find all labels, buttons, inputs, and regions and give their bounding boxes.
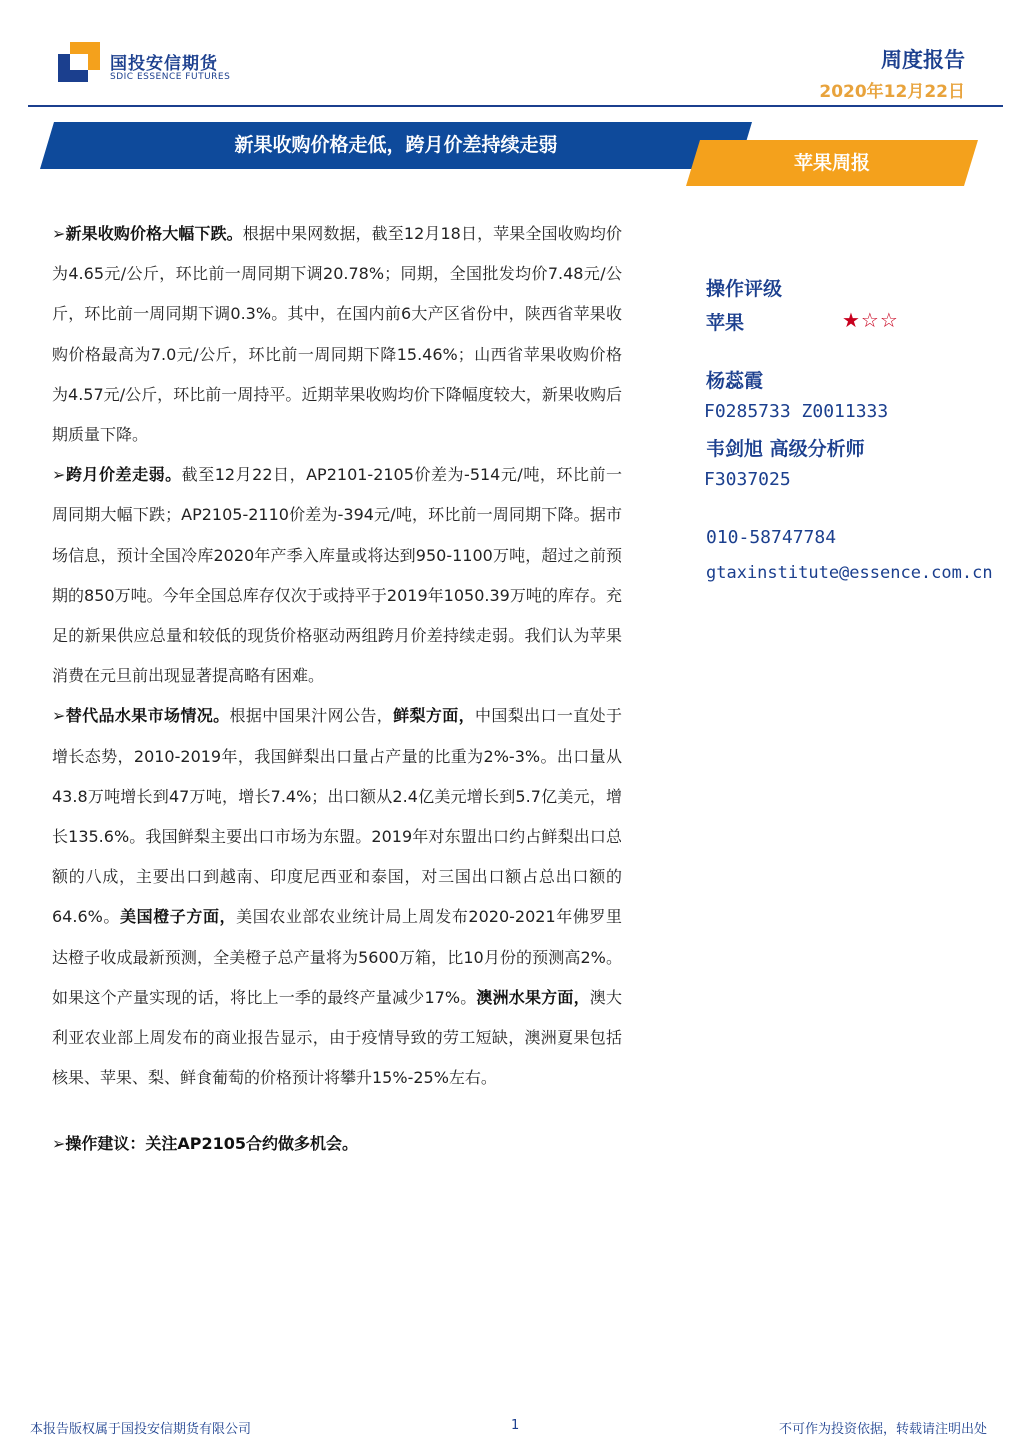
- report-type: 周度报告: [881, 48, 965, 72]
- subsection-heading: 美国橙子方面，: [120, 907, 237, 927]
- section-text: 根据中果网数据，截至12月18日，苹果全国收购均价为4.65元/公斤，环比前一周同期下调20.78%；同期，全国批发均价7.48元/公斤，环比前一周同期下调0.3%。其中，在国内前6大产区省份中，陕西省苹果收购价格最高为7.0元/公斤，环比前一周同期下降15.46%；山西省苹果收购价格为4.57元/公斤，环比前一周持平。近期苹果收购均价下降幅度较大，新果收购后期质量下降。: [52, 224, 622, 445]
- contact-phone: 010-58747784: [706, 527, 837, 548]
- category-tag-label: 苹果周报: [793, 152, 870, 174]
- report-body: [52, 214, 622, 1165]
- report-title: 新果收购价格走低，跨月价差持续走弱: [234, 134, 558, 156]
- company-logo-icon: [56, 40, 102, 84]
- report-date: 2020年12月22日: [819, 82, 965, 102]
- company-name-en: SDIC ESSENCE FUTURES: [110, 72, 231, 82]
- section-text: 澳大利亚农业部上周发布的商业报告显示，由于疫情导致的劳工短缺，澳洲夏果包括核果、苹果、梨、鲜食葡萄的价格预计将攀升15%-25%左右。: [52, 987, 622, 1088]
- analyst-license: F3037025: [704, 469, 791, 490]
- analyst-license: F0285733 Z0011333: [704, 401, 889, 422]
- rating-label: 操作评级: [706, 278, 783, 300]
- subsection-heading: 鲜梨方面，: [393, 706, 475, 726]
- analyst-name: 杨蕊霞: [706, 370, 764, 392]
- section-substitutes: [52, 696, 622, 1098]
- section-text: 中国梨出口一直处于增长态势，2010-2019年，我国鲜梨出口量占产量的比重为2%-3%。出口量从43.8万吨增长到47万吨，增长7.4%；出口额从2.4亿美元增长到5.7亿美元，增长135.6%。我国鲜梨主要出口市场为东盟。2019年对东盟出口约占鲜梨出口总额的八成，主要出口到越南、印度尼西亚和泰国，对三国出口额占总出口额的64.6%。: [52, 706, 622, 927]
- rating-product: 苹果: [706, 312, 745, 334]
- spacer: [52, 1098, 622, 1124]
- company-name: 国投安信期货: [110, 54, 218, 74]
- section-heading: 新果收购价格大幅下跌。: [65, 224, 243, 243]
- contact-email[interactable]: gtaxinstitute@essence.com.cn: [706, 563, 993, 583]
- section-text: 截至12月22日，AP2101-2105价差为-514元/吨，环比前一周同期大幅下跌；AP2105-2110价差为-394元/吨，环比前一周同期下降。据市场信息，预计全国冷库2020年产季入库量或将达到950-1100万吨，超过之前预期的850万吨。今年全国总库存仅次于或持平于2019年1050.39万吨的库存。充足的新果供应总量和较低的现货价格驱动两组跨月价差持续走弱。我们认为苹果消费在元旦前出现显著提高略有困难。: [52, 465, 622, 686]
- section-heading: 替代品水果市场情况。: [65, 706, 230, 726]
- section-new-fruit-price: [52, 214, 622, 455]
- section-text: 美国农业部农业统计局上周发布2020-2021年佛罗里达橙子收成最新预测，全美橙子总产量将为5600万箱，比10月份的预测高2%。如果这个产量实现的话，将比上一季的最终产量减少17%。: [52, 907, 622, 1007]
- footer-disclaimer: 不可作为投资依据，转载请注明出处: [778, 1422, 987, 1437]
- section-spread: [52, 455, 622, 696]
- footer-copyright: 本报告版权属于国投安信期货有限公司: [30, 1422, 252, 1437]
- section-heading: 跨月价差走弱。: [65, 465, 182, 485]
- bullet-arrow-icon: ➢: [52, 706, 66, 726]
- bullet-arrow-icon: ➢: [52, 465, 66, 485]
- operation-advice: [52, 1124, 622, 1164]
- bullet-arrow-icon: ➢: [52, 1134, 66, 1154]
- advice-text: 操作建议：关注AP2105合约做多机会。: [65, 1134, 359, 1154]
- rating-stars: ★☆☆: [842, 308, 899, 332]
- subsection-heading: 澳洲水果方面，: [476, 987, 590, 1007]
- page-number: 1: [511, 1418, 520, 1433]
- section-text: 根据中国果汁网公告，: [229, 706, 394, 726]
- bullet-arrow-icon: ➢: [52, 224, 66, 243]
- analyst-name: 韦剑旭 高级分析师: [706, 438, 865, 460]
- header-divider: [28, 105, 1003, 107]
